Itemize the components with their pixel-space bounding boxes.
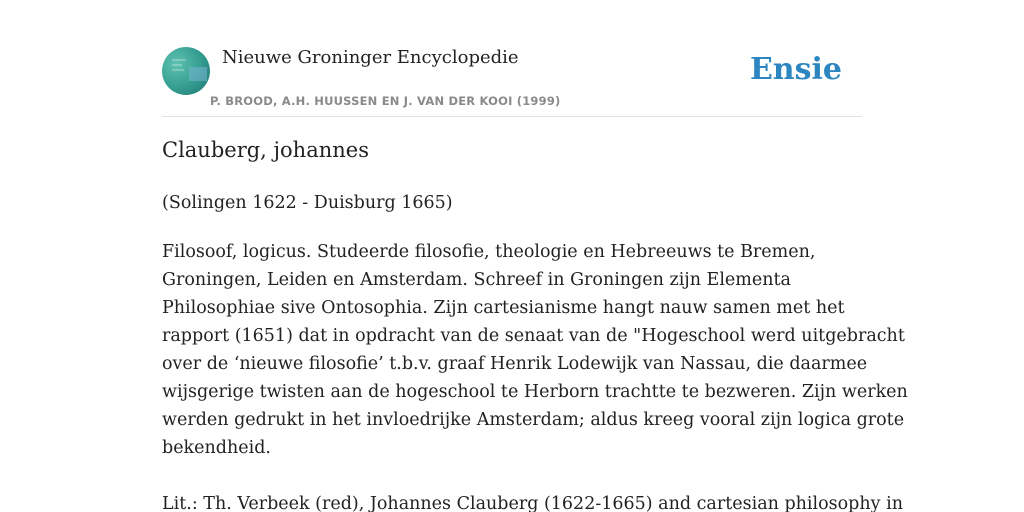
body-line: Philosophiae sive Ontosophia. Zijn cartesianisme hangt nauw samen met het bbox=[162, 298, 845, 318]
body-line: over de ‘nieuwe filosofie’ t.b.v. graaf Henrik Lodewijk van Nassau, die daarmee bbox=[162, 354, 868, 374]
body-line: rapport (1651) dat in opdracht van de senaat van de "Hogeschool werd uitgebracht bbox=[162, 326, 905, 346]
cover-decoration bbox=[189, 67, 207, 81]
cover-decoration bbox=[172, 59, 186, 61]
body-line: Filosoof, logicus. Studeerde filosofie, theologie en Hebreeuws te Bremen, bbox=[162, 242, 816, 262]
book-authors: P. BROOD, A.H. HUUSSEN EN J. VAN DER KOOI (1999) bbox=[210, 94, 561, 108]
entry-body bbox=[162, 238, 908, 462]
body-line: werden gedrukt in het invloedrijke Amsterdam; aldus kreeg vooral zijn logica grote bbox=[162, 410, 905, 430]
book-cover-image[interactable] bbox=[162, 47, 210, 95]
entry-subtitle: (Solingen 1622 - Duisburg 1665) bbox=[162, 193, 453, 213]
book-title-link[interactable]: Nieuwe Groninger Encyclopedie bbox=[222, 47, 519, 68]
source-header bbox=[162, 44, 862, 117]
ensie-logo-link[interactable]: Ensie bbox=[749, 52, 842, 87]
entry-title: Clauberg, johannes bbox=[162, 138, 369, 162]
body-line: Groningen, Leiden en Amsterdam. Schreef in Groningen zijn Elementa bbox=[162, 270, 791, 290]
cover-decoration bbox=[172, 69, 184, 71]
literature-reference: Lit.: Th. Verbeek (red), Johannes Clauberg (1622-1665) and cartesian philosophy in bbox=[162, 494, 903, 512]
body-line: wijsgerige twisten aan de hogeschool te Herborn trachtte te bezweren. Zijn werken bbox=[162, 382, 908, 402]
body-line: bekendheid. bbox=[162, 438, 271, 458]
cover-decoration bbox=[172, 64, 182, 66]
